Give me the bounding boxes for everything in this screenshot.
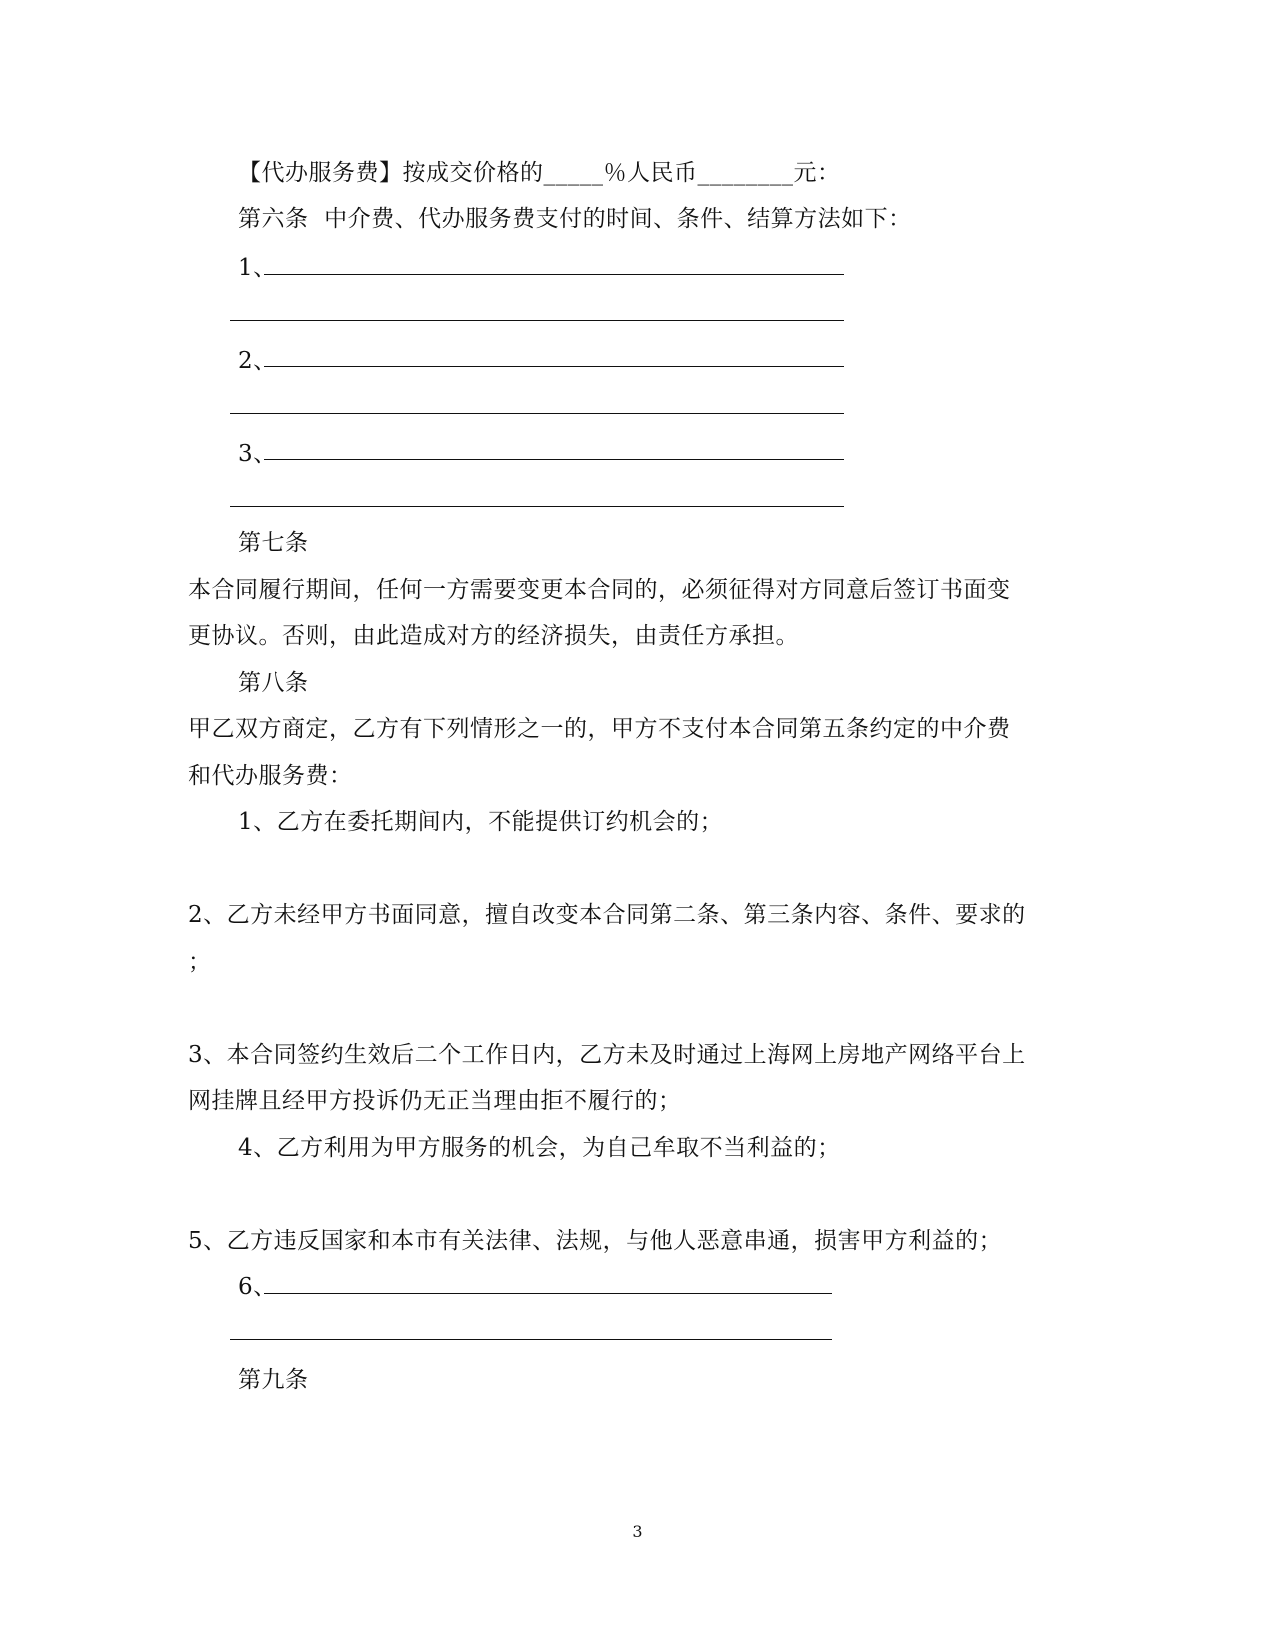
payment-item-1-blank [264,274,844,275]
page-number: 3 [632,1522,643,1541]
clause-2-line-2: ； [188,949,212,975]
article-8-text-line-2: 和代办服务费： [188,763,353,789]
article-8-heading: 第八条 [238,670,309,696]
article-6-text: 第六条 中介费、代办服务费支付的时间、条件、结算方法如下： [238,206,912,232]
payment-item-2-blank [264,366,844,367]
article-7-text-line-1: 本合同履行期间，任何一方需要变更本合同的，必须征得对方同意后签订书面变 [188,577,1011,603]
clause-2-line-1: 2、乙方未经甲方书面同意，擅自改变本合同第二条、第三条内容、条件、要求的 [188,902,1026,928]
article-8-text-line-1: 甲乙双方商定，乙方有下列情形之一的，甲方不支付本合同第五条约定的中介费 [188,716,1011,742]
article-7-heading: 第七条 [238,530,309,556]
clause-3-line-1: 3、本合同签约生效后二个工作日内，乙方未及时通过上海网上房地产网络平台上 [188,1042,1026,1068]
clause-1: 1、乙方在委托期间内，不能提供订约机会的； [238,809,724,835]
article-7-text-line-2: 更协议。否则，由此造成对方的经济损失，由责任方承担。 [188,623,799,649]
clause-6-blank-continued [230,1339,832,1340]
payment-item-2-label: 2、 [238,348,277,374]
article-9-heading: 第九条 [238,1367,309,1393]
payment-item-3-label: 3、 [238,441,277,467]
payment-item-1-label: 1、 [238,255,277,281]
clause-6-label: 6、 [238,1274,277,1300]
clause-3-line-2: 网挂牌且经甲方投诉仍无正当理由拒不履行的； [188,1088,682,1114]
service-fee-line: 【代办服务费】按成交价格的_____％人民币________元： [238,160,841,186]
clause-4: 4、乙方利用为甲方服务的机会，为自己牟取不当利益的； [238,1135,841,1161]
payment-item-3-blank-continued [230,506,844,507]
payment-item-2-blank-continued [230,413,844,414]
payment-item-1-blank-continued [230,320,844,321]
clause-6-blank [264,1293,832,1294]
clause-5: 5、乙方违反国家和本市有关法律、法规，与他人恶意串通，损害甲方利益的； [188,1228,1003,1254]
payment-item-3-blank [264,459,844,460]
